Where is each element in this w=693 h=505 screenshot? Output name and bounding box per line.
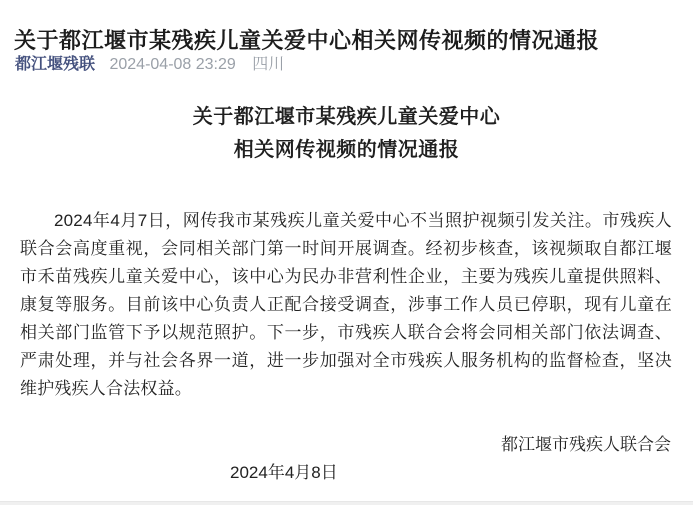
post-meta-row — [15, 54, 679, 76]
notice-body-paragraph: 2024年4月7日，网传我市某残疾儿童关爱中心不当照护视频引发关注。市残疾人联合会高度重视，会同相关部门第一时间开展调查。经初步核查，该视频取自都江堰市禾苗残疾儿童关爱中心，该中心为民办非营利性企业，主要为残疾儿童提供照料、康复等服务。目前该中心负责人正配合接受调查，涉事工作人员已停职，现有儿童在相关部门监管下予以规范照护。下一步，市残疾人联合会将会同相关部门依法调查、严肃处理，并与社会各界一道，进一步加强对全市残疾人服务机构的监督检查，坚决维护残疾人合法权益。 — [20, 211, 672, 398]
screenshot-bottom-edge — [0, 501, 693, 505]
notice-title-line2: 相关网传视频的情况通报 — [233, 139, 460, 161]
author-link[interactable]: 都江堰残联 — [15, 56, 96, 73]
notice-signature: 都江堰市残疾人联合会 — [501, 435, 671, 454]
notice-date: 2024年4月8日 — [230, 463, 338, 482]
notice-image[interactable] — [0, 84, 693, 502]
page-title: 关于都江堰市某残疾儿童关爱中心相关网传视频的情况通报 — [14, 27, 600, 53]
notice-title-line1: 关于都江堰市某残疾儿童关爱中心 — [192, 106, 501, 128]
notice-title — [0, 101, 693, 167]
publish-timestamp: 2024-04-08 23:29 — [109, 56, 236, 73]
publish-location: 四川 — [252, 56, 285, 73]
